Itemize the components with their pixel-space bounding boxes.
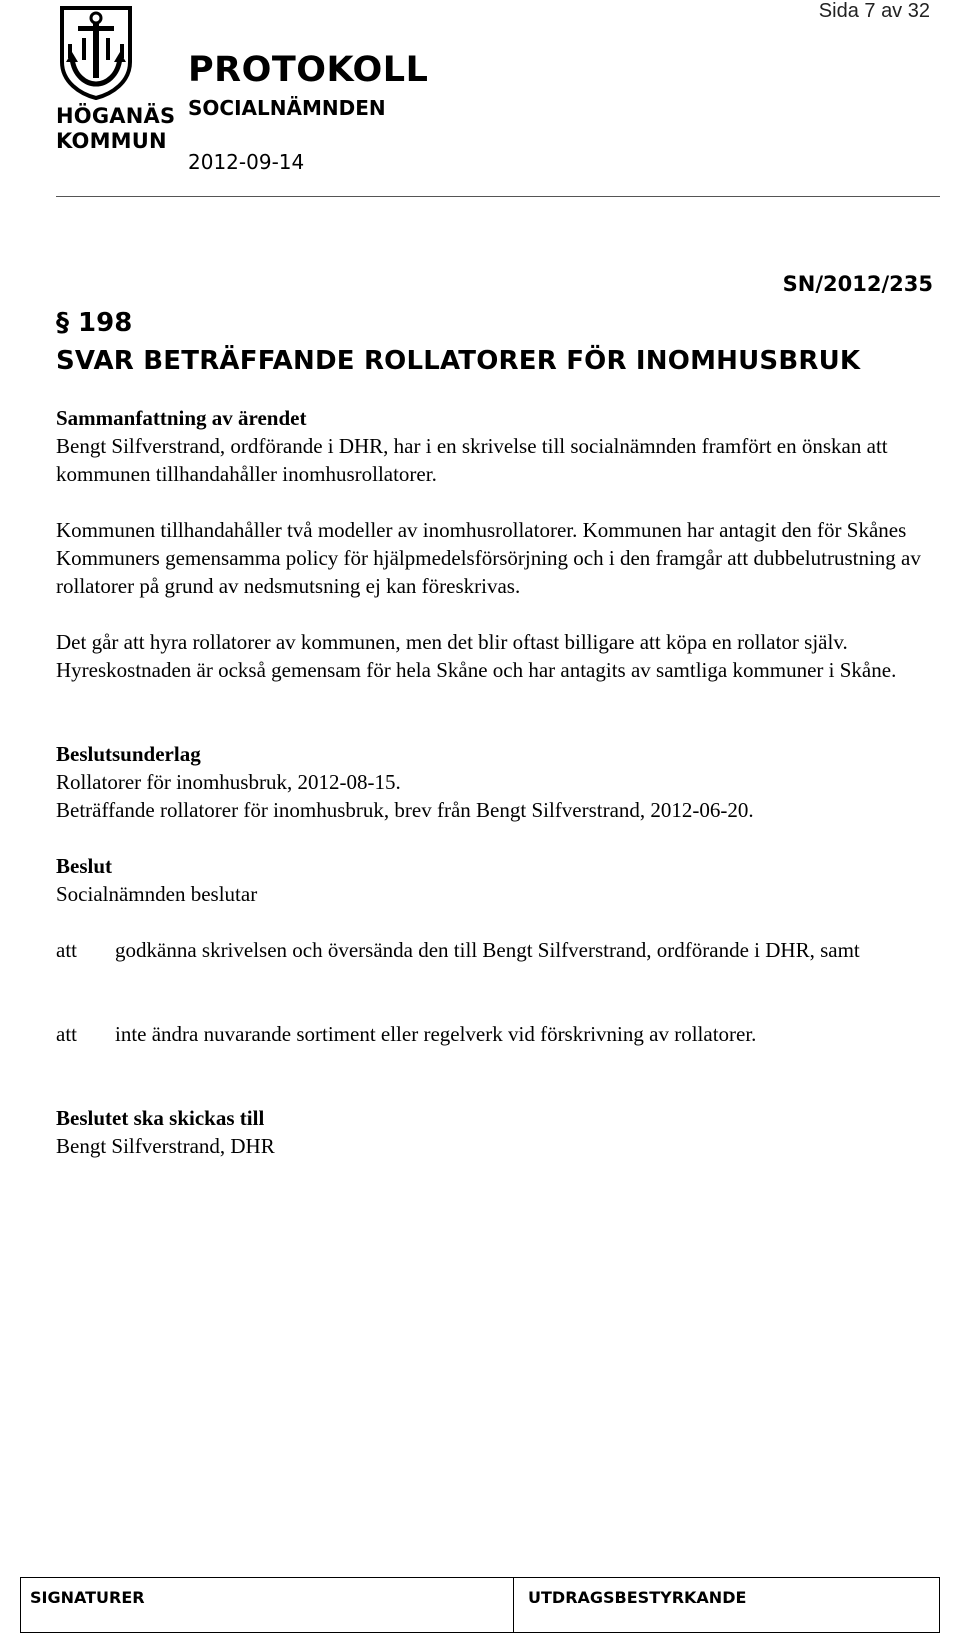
summary-section: [56, 404, 936, 488]
anchor-coat-of-arms-icon: [56, 4, 136, 100]
summary-paragraph-1: Bengt Silfverstrand, ordförande i DHR, har i en skrivelse till socialnämnden framfört en önskan att kommunen tillhandahåller inomhusrollatorer.: [56, 434, 888, 486]
signature-box-divider: [513, 1577, 514, 1633]
decision-intro: Socialnämnden beslutar: [56, 882, 258, 906]
header-divider: [56, 196, 940, 197]
basis-section: [56, 740, 936, 824]
document-type: PROTOKOLL: [188, 50, 429, 90]
summary-paragraph-3: Det går att hyra rollatorer av kommunen, men det blir oftast billigare att köpa en rollator själv. Hyreskostnaden är också gemensam för hela Skåne och har antagits av samtliga kommuner i Skåne.: [56, 630, 897, 682]
page-number: Sida 7 av 32: [818, 0, 930, 22]
section-title: SVAR BETRÄFFANDE ROLLATORER FÖR INOMHUSBRUK: [56, 346, 861, 376]
case-number: SN/2012/235: [782, 272, 933, 296]
basis-item-1: Rollatorer för inomhusbruk, 2012-08-15.: [56, 770, 401, 794]
decision-item-text: inte ändra nuvarande sortiment eller regelverk vid förskrivning av rollatorer.: [115, 1022, 757, 1046]
meeting-date: 2012-09-14: [188, 150, 305, 174]
decision-item-text: godkänna skrivelsen och översända den till Bengt Silfverstrand, ordförande i DHR, samt: [115, 938, 860, 962]
signatures-label: SIGNATURER: [30, 1588, 145, 1607]
summary-paragraph-2: Kommunen tillhandahåller två modeller av inomhusrollatorer. Kommunen har antagit den för Skånes Kommuners gemensamma policy för hjälpmedelsförsörjning och i den framgår att dubbelutrustning av rollatorer på grund av nedsmutsning ej kan föreskrivas.: [56, 518, 921, 598]
decision-item-label: att: [56, 1022, 77, 1046]
municipality-name-line1: HÖGANÄS: [56, 104, 176, 128]
basis-heading: Beslutsunderlag: [56, 742, 201, 766]
decision-section: [56, 852, 936, 908]
basis-item-2: Beträffande rollatorer för inomhusbruk, brev från Bengt Silfverstrand, 2012-06-20.: [56, 798, 754, 822]
recipients-heading: Beslutet ska skickas till: [56, 1106, 265, 1130]
recipients-list: Bengt Silfverstrand, DHR: [56, 1134, 275, 1158]
municipality-name-line2: KOMMUN: [56, 129, 167, 153]
summary-heading: Sammanfattning av ärendet: [56, 406, 307, 430]
committee-name: SOCIALNÄMNDEN: [188, 96, 386, 120]
municipality-name: [56, 104, 175, 154]
section-number: § 198: [56, 308, 133, 338]
signature-box: [20, 1577, 940, 1633]
certification-label: UTDRAGSBESTYRKANDE: [528, 1588, 747, 1607]
decision-heading: Beslut: [56, 854, 113, 878]
decision-item-label: att: [56, 938, 77, 962]
recipients-section: [56, 1104, 936, 1160]
